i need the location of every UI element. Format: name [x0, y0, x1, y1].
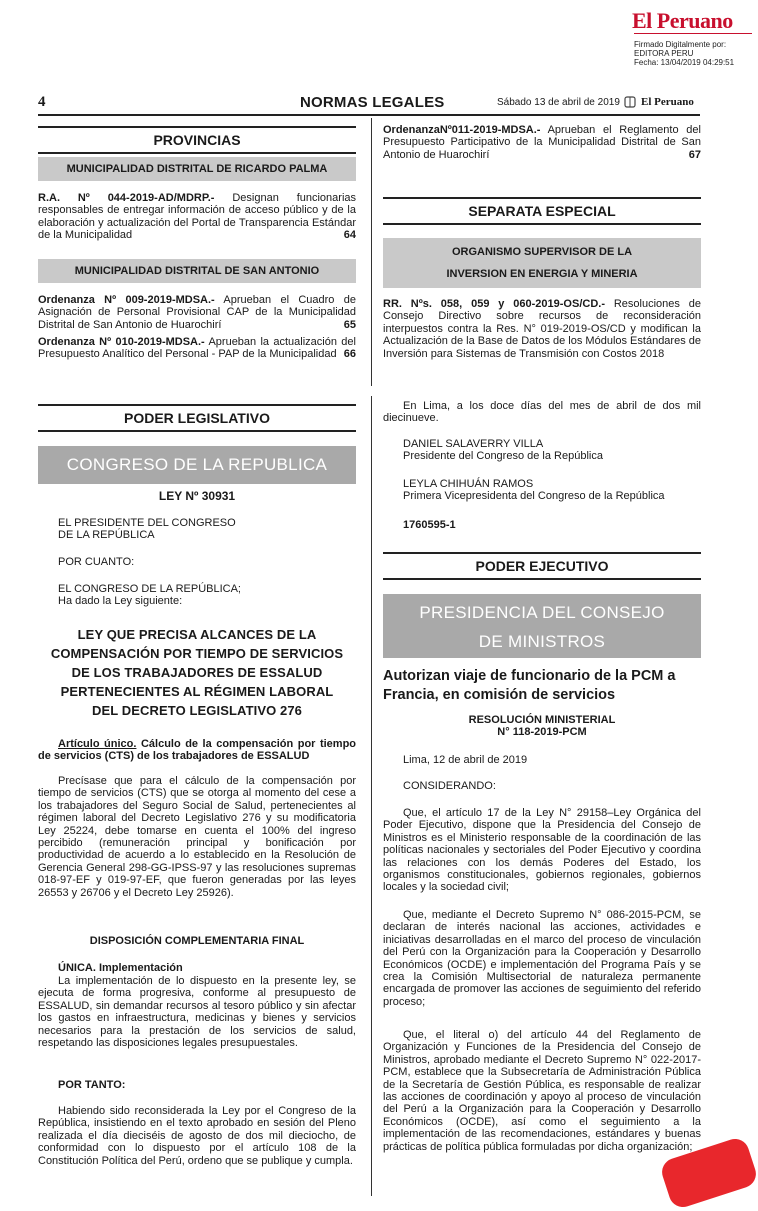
- osin-line: INVERSION EN ENERGIA Y MINERIA: [446, 268, 638, 280]
- signatory-2: [403, 478, 665, 503]
- ra-page: 64: [343, 229, 356, 242]
- document-code: 1760595-1: [403, 519, 456, 531]
- signature-line: Fecha: 13/04/2019 04:29:51: [634, 58, 735, 67]
- logo-underline: [634, 33, 752, 35]
- pres-line: DE LA REPÚBLICA: [58, 529, 155, 542]
- ord-011-entry: [383, 124, 701, 161]
- unica-heading: ÚNICA. Implementación: [58, 962, 183, 974]
- por-cuanto: POR CUANTO:: [58, 556, 135, 568]
- ord-010-entry: [38, 336, 356, 361]
- sig-role: Presidente del Congreso de la República: [403, 450, 603, 463]
- ord1-text: Aprueban el Cuadro de Asignación de Personal Provisional CAP de la Municipalidad Distrital de San Antonio de Huarochirí: [38, 294, 356, 331]
- por-tanto-body: Habiendo sido reconsiderada la Ley por el Congreso de la República, insistiendo en el texto aprobado en sesión del Pleno realizada el día dieciséis de agosto de dos mil dieciocho, de conformidad con lo dispuesto por el artículo 108 de la Constitución Política del Perú, ordeno que se publique y cumpla.: [38, 1105, 356, 1167]
- rr-text: Resoluciones de Consejo Directivo sobre recursos de reconsideración interpuestos contra la Res. N° 019-2019-OS/CD y modifican la Actualización de la Base de Datos de los Módulos Estándares de Inversión para Sistemas de Transmisión con Costos 2018: [383, 298, 702, 360]
- articulo-body: Precísase que para el cálculo de la compensación por tiempo de servicios (CTS) que se otorga al momento del cese a los trabajadores del Seguro Social de Salud, pertenecientes al régimen laboral del Decreto Legislativo 276 y su modificatoria Ley 25224, debe tomarse en cuenta el 100% del ingreso percibido (remuneración principal y bonificación por productividad de acuerdo a lo establecido en la Resolución de Gerencia General 298-GG-IPSS-97 y las resoluciones supremas 018-97-EF y 019-97-EF, que fueron generadas por las leyes 26553 y 26706 y el Decreto Ley 25926).: [38, 775, 356, 899]
- sig-name: DANIEL SALAVERRY VILLA: [403, 438, 544, 450]
- pcm-line: PRESIDENCIA DEL CONSEJO: [419, 603, 665, 622]
- considerando: CONSIDERANDO:: [403, 780, 496, 792]
- articulo-unico-heading: [38, 738, 356, 763]
- ord-009-entry: [38, 294, 356, 331]
- ord3-page: 67: [688, 148, 701, 161]
- osinergmin-bar: [383, 238, 701, 288]
- column-divider: [371, 118, 372, 386]
- ra-code: R.A. Nº 044-2019-AD/MDRP.-: [38, 192, 215, 204]
- congreso-bar: CONGRESO DE LA REPUBLICA: [38, 446, 356, 484]
- osin-line: ORGANISMO SUPERVISOR DE LA: [451, 246, 633, 258]
- considerando-p3: Que, el literal o) del artículo 44 del Reglamento de Organización y Funciones de la Presidencia del Consejo de Ministros, aprobado mediante el Decreto Supremo N° 022-2017-PCM, establece que la Subsecretaría de Administración Pública de la Secretaría de Gestión Pública, es responsable de realizar las acciones de coordinación y apoyo al proceso de vinculación del Perú a la Organización para la Cooperación y Desarrollo Económicos (OCDE), así como el seguimiento a la implementación de las recomendaciones, estándares y buenas prácticas de política pública formuladas por dicha organización;: [383, 1029, 701, 1153]
- pcm-bar: [383, 594, 701, 658]
- section-title: NORMAS LEGALES: [300, 94, 445, 111]
- por-tanto: POR TANTO:: [58, 1079, 126, 1091]
- congreso-line: EL CONGRESO DE LA REPÚBLICA;: [58, 583, 241, 595]
- unica-body: La implementación de lo dispuesto en la presente ley, se ejecuta de forma progresiva, conforme al presupuesto de ESSALUD, sin demandar recursos al tesoro público y sin afectar los gastos en infraestructura, medicinas y bienes y servicios necesarios para la prestación de los servicios de salud, respetando las disposiciones legales presupuestales.: [38, 975, 356, 1050]
- law-title-line: LEY QUE PRECISA ALCANCES DE LA: [77, 627, 317, 642]
- ord1-code: Ordenanza Nº 009-2019-MDSA.-: [38, 294, 215, 306]
- el-peruano-logo: El Peruano: [632, 8, 733, 33]
- ord2-page: 66: [343, 348, 356, 361]
- brand-name: El Peruano: [641, 96, 694, 108]
- signatory-1: [403, 438, 603, 463]
- congreso-line: Ha dado la Ley siguiente:: [58, 595, 183, 608]
- ord3-text: Aprueban el Reglamento del Presupuesto Participativo de la Municipalidad Distrital de San Antonio de Huarochirí: [383, 124, 701, 161]
- rm-heading: [383, 714, 701, 739]
- poder-ejecutivo-heading: PODER EJECUTIVO: [383, 552, 701, 580]
- muni-san-antonio-bar: MUNICIPALIDAD DISTRITAL DE SAN ANTONIO: [38, 259, 356, 283]
- disposicion-heading: DISPOSICIÓN COMPLEMENTARIA FINAL: [89, 935, 305, 947]
- poder-legislativo-heading: PODER LEGISLATIVO: [38, 404, 356, 432]
- pcm-line: DE MINISTROS: [478, 632, 606, 651]
- ord2-text: Aprueban la actualización del Presupuesto Analítico del Personal - PAP de la Municipalidad: [38, 336, 356, 361]
- ord3-code: OrdenanzaNº011-2019-MDSA.-: [383, 124, 541, 136]
- lima-date: Lima, 12 de abril de 2019: [403, 754, 528, 766]
- considerando-p2: Que, mediante el Decreto Supremo N° 086-2015-PCM, se declaran de interés nacional las acciones, actividades e iniciativas desarrolladas en el marco del proceso de vinculación del Perú con la Organización para la Cooperación y Desarrollo Económicos (OCDE) e implementación del Programa País y se crea la Comisión Multisectorial de naturaleza permanente encargada de promover las acciones de seguimiento del referido proceso;: [383, 909, 701, 1008]
- ley-number: LEY Nº 30931: [158, 489, 236, 503]
- ord1-page: 65: [343, 318, 356, 331]
- considerando-p1: Que, el artículo 17 de la Ley N° 29158–Ley Orgánica del Poder Ejecutivo, dispone que la Presidencia del Consejo de Ministros es el Ministerio responsable de la coordinación de las políticas nacionales y sectoriales del Poder Ejecutivo y coordina las relaciones con los demás Poderes del Estado, los organismos constitucionales, gobiernos regionales, gobiernos locales y la sociedad civil;: [383, 807, 701, 894]
- pres-line: EL PRESIDENTE DEL CONGRESO: [58, 517, 236, 529]
- column-divider: [371, 396, 372, 1196]
- law-title-line: DEL DECRETO LEGISLATIVO 276: [91, 703, 303, 718]
- page-number: 4: [38, 94, 46, 110]
- rm-line: RESOLUCIÓN MINISTERIAL: [468, 714, 616, 726]
- law-title-line: PERTENECIENTES AL RÉGIMEN LABORAL: [60, 684, 334, 699]
- ra-text: Designan funcionarias responsables de entregar información de acceso público y de la elaboración y actualización del Portal de Transparencia Estándar de la Municipalidad: [38, 192, 357, 242]
- separata-heading: SEPARATA ESPECIAL: [383, 197, 701, 225]
- signature-line: EDITORA PERU: [634, 49, 694, 58]
- publication-date: Sábado 13 de abril de 2019: [497, 97, 620, 108]
- provincias-heading: PROVINCIAS: [38, 126, 356, 154]
- ord2-code: Ordenanza Nº 010-2019-MDSA.-: [38, 336, 205, 348]
- lima-closing: En Lima, a los doce días del mes de abril de dos mil diecinueve.: [383, 400, 701, 425]
- sig-name: LEYLA CHIHUÁN RAMOS: [403, 478, 534, 490]
- presidente-block: [58, 517, 356, 542]
- rr-058-entry: [383, 298, 701, 360]
- ra-044-entry: [38, 192, 356, 242]
- resolution-title: Autorizan viaje de funcionario de la PCM a Francia, en comisión de servicios: [383, 668, 676, 703]
- law-title-line: DE LOS TRABAJADORES DE ESSALUD: [71, 665, 323, 680]
- signature-line: Firmado Digitalmente por:: [634, 40, 727, 49]
- muni-ricardo-palma-bar: MUNICIPALIDAD DISTRITAL DE RICARDO PALMA: [38, 157, 356, 181]
- congreso-block: [58, 583, 356, 608]
- header-rule: [38, 114, 700, 116]
- art-title: Cálculo de la compensación por tiempo de servicios (CTS) de los trabajadores de ESSALUD: [38, 738, 357, 763]
- art-label: Artículo único.: [58, 738, 137, 750]
- law-title-line: COMPENSACIÓN POR TIEMPO DE SERVICIOS: [50, 646, 344, 661]
- law-title: [38, 625, 356, 720]
- sig-role: Primera Vicepresidenta del Congreso de la República: [403, 490, 665, 503]
- digital-signature: [634, 40, 734, 67]
- rm-line: N° 118-2019-PCM: [497, 726, 587, 739]
- rr-code: RR. Nºs. 058, 059 y 060-2019-OS/CD.-: [383, 298, 605, 310]
- coat-of-arms-icon: [622, 95, 638, 109]
